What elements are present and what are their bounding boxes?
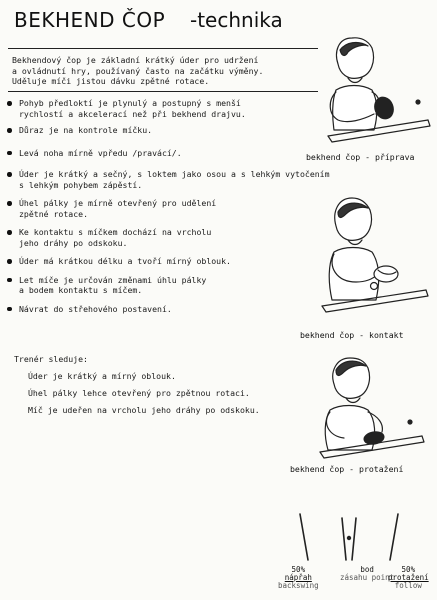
phase-contact-point (340, 566, 394, 582)
bullet-item (6, 256, 292, 267)
bullet-line: a bodem kontaktu s míčem. (19, 285, 143, 295)
page-title: BEKHEND ČOP (14, 8, 166, 32)
phase-sub-label: follow (394, 581, 422, 590)
phase-percent: 50% (291, 565, 306, 574)
intro-box (8, 48, 318, 92)
bullet-icon (7, 278, 12, 283)
bullet-line: Úder má krátkou délku a tvoří mírný oblouk. (19, 256, 231, 266)
phase-label: nápřah (284, 573, 312, 582)
bullet-line: Úhel pálky je mírně otevřený pro udělení (19, 198, 217, 208)
bullet-line: s lehkým pohybem zápěstí. (19, 179, 143, 190)
bullet-line: Návrat do střehového postavení. (19, 303, 172, 314)
page-subtitle: -technika (190, 8, 283, 32)
bullet-icon (7, 151, 12, 156)
follow-through-figure-illustration (310, 352, 428, 460)
bullet-icon (7, 259, 12, 264)
bullet-item (6, 198, 292, 219)
bullet-item (6, 304, 292, 315)
bullet-item (6, 169, 330, 190)
bullet-icon (7, 101, 12, 106)
contact-figure-illustration (312, 190, 432, 325)
stroke-phase-diagram (294, 508, 414, 564)
bullet-line: zpětné rotace. (19, 208, 89, 219)
bullet-item (6, 275, 292, 296)
phase-backswing (278, 566, 319, 590)
bullet-line: Důraz je na kontrole míčku. (19, 125, 153, 135)
trainer-section (14, 354, 314, 422)
bullet-line: Úder je krátký a sečný, s loktem jako osou a s lehkým vytočením (19, 169, 330, 179)
bullet-line: Let míče je určován změnami úhlu pálky (19, 274, 207, 285)
bullet-item (6, 98, 292, 119)
intro-line: Uděluje míči jistou dávku zpětné rotace. (12, 76, 210, 86)
bullet-item (6, 125, 292, 136)
phase-sub-label: zásahu point (340, 573, 395, 582)
technique-points (6, 98, 330, 314)
phase-sub-label: backswing (278, 581, 319, 590)
bullet-item (6, 148, 292, 159)
trainer-heading: Trenér sleduje: (14, 354, 88, 364)
bullet-line: rychlostí a akcelerací než při bekhend drajvu. (19, 108, 246, 119)
trainer-item: Míč je udeřen na vrcholu jeho dráhy po odskoku. (28, 405, 260, 415)
trainer-item: Úder je krátký a mírný oblouk. (28, 371, 176, 381)
phase-label: bod (360, 565, 374, 574)
phase-follow-through (388, 566, 429, 590)
caption-follow-through: bekhend čop - protažení (290, 464, 404, 474)
bullet-line: Pohyb předloktí je plynulý a postupný s menší (19, 98, 241, 108)
preparation-figure-illustration (318, 30, 433, 150)
bullet-line: Ke kontaktu s míčkem dochází na vrcholu (19, 227, 212, 237)
caption-contact: bekhend čop - kontakt (300, 330, 404, 340)
bullet-line: Levá noha mírně vpředu /pravácí/. (19, 147, 182, 158)
bullet-icon (7, 172, 12, 177)
bullet-icon (7, 201, 12, 206)
bullet-icon (7, 307, 12, 312)
trainer-item: Úhel pálky lehce otevřený pro zpětnou rotaci. (28, 388, 250, 398)
phase-percent: 50% (401, 565, 416, 574)
bullet-item (6, 227, 292, 248)
bullet-icon (7, 230, 12, 235)
caption-preparation: bekhend čop - příprava (306, 152, 415, 162)
bullet-icon (7, 128, 12, 133)
phase-label: protažení (388, 573, 429, 582)
intro-line: a ovládnutí hry, používaný často na začátku výměny. (12, 65, 264, 76)
bullet-line: jeho dráhy po odskoku. (19, 237, 128, 248)
intro-line: Bekhendový čop je základní krátký úder pro udržení (12, 55, 259, 65)
